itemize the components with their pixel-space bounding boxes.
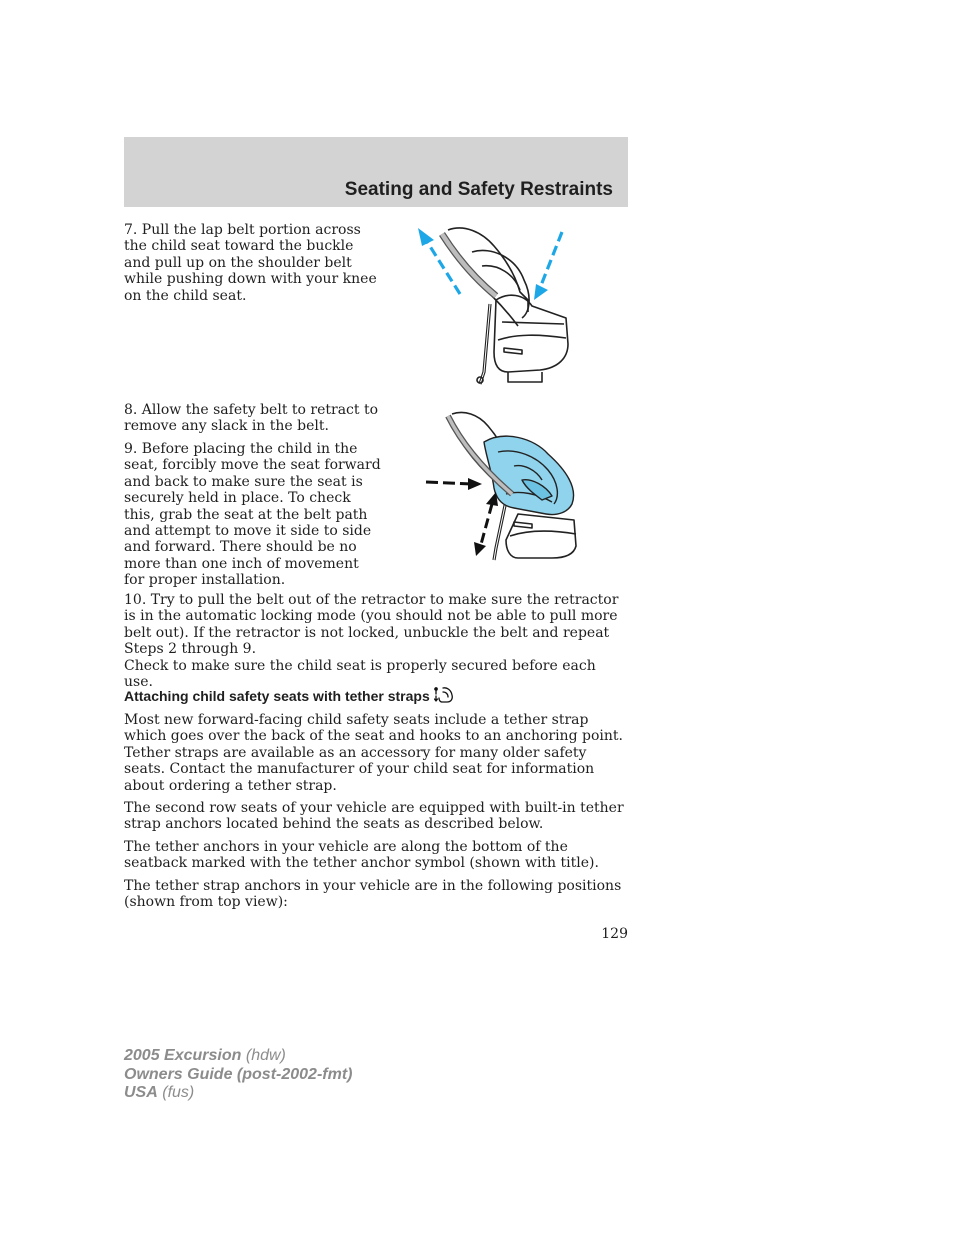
- footer-model-line: [124, 1047, 352, 1066]
- child-seat-movement-check-illustration: [422, 408, 582, 564]
- check-secured-text: Check to make sure the child seat is properly secured before each use.: [124, 658, 596, 691]
- tether-paragraph-4: The tether strap anchors in your vehicle are in the following positions (shown from top view):: [124, 878, 622, 911]
- footer-market-code: (fus): [162, 1084, 195, 1101]
- step-8-text: 8. Allow the safety belt to retract to remove any slack in the belt.: [124, 402, 379, 435]
- footer-imprint: [124, 1047, 352, 1103]
- footer-model: 2005 Excursion: [124, 1047, 242, 1064]
- page-number: 129: [601, 926, 628, 942]
- footer-guide: Owners Guide (post-2002-fmt): [124, 1065, 353, 1083]
- footer-market: USA: [124, 1084, 158, 1101]
- tether-paragraph-1: Most new forward-facing child safety seats include a tether strap which goes over the back of the seat and hooks to an anchoring point. Tether straps are available as an accessory for many older safety seats. Contact the manufacturer of your child seat for information about ordering a tether strap.: [124, 712, 623, 794]
- footer-model-code: (hdw): [245, 1047, 286, 1064]
- section-title: Seating and Safety Restraints: [344, 179, 613, 200]
- step-9-text: 9. Before placing the child in the seat, forcibly move the seat forward and back to make sure the seat is securely held in place. To check this, grab the seat at the belt path and attempt to move it side to side and forward. There should be no more than one inch of movement for proper installation.: [124, 441, 381, 589]
- step-7-text: 7. Pull the lap belt portion across the child seat toward the buckle and pull up on the shoulder belt while pushing down with your knee on the child seat.: [124, 222, 377, 304]
- step-10-text: 10. Try to pull the belt out of the retractor to make sure the retractor is in the automatic locking mode (you should not be able to pull more belt out). If the retractor is not locked, unbuckle the belt and repeat Steps 2 through 9.: [124, 592, 619, 658]
- tether-section-heading: [124, 686, 454, 704]
- tether-heading-text: Attaching child safety seats with tether straps: [124, 688, 430, 704]
- header-band: [124, 137, 628, 207]
- tether-anchor-icon: [434, 686, 454, 704]
- child-seat-belt-pull-illustration: [412, 222, 572, 388]
- tether-paragraph-2: The second row seats of your vehicle are equipped with built-in tether strap anchors located behind the seats as described below.: [124, 800, 624, 833]
- footer-market-line: [124, 1084, 352, 1103]
- tether-paragraph-3: The tether anchors in your vehicle are along the bottom of the seatback marked with the tether anchor symbol (shown with title).: [124, 839, 599, 872]
- footer-guide-line: [124, 1066, 352, 1085]
